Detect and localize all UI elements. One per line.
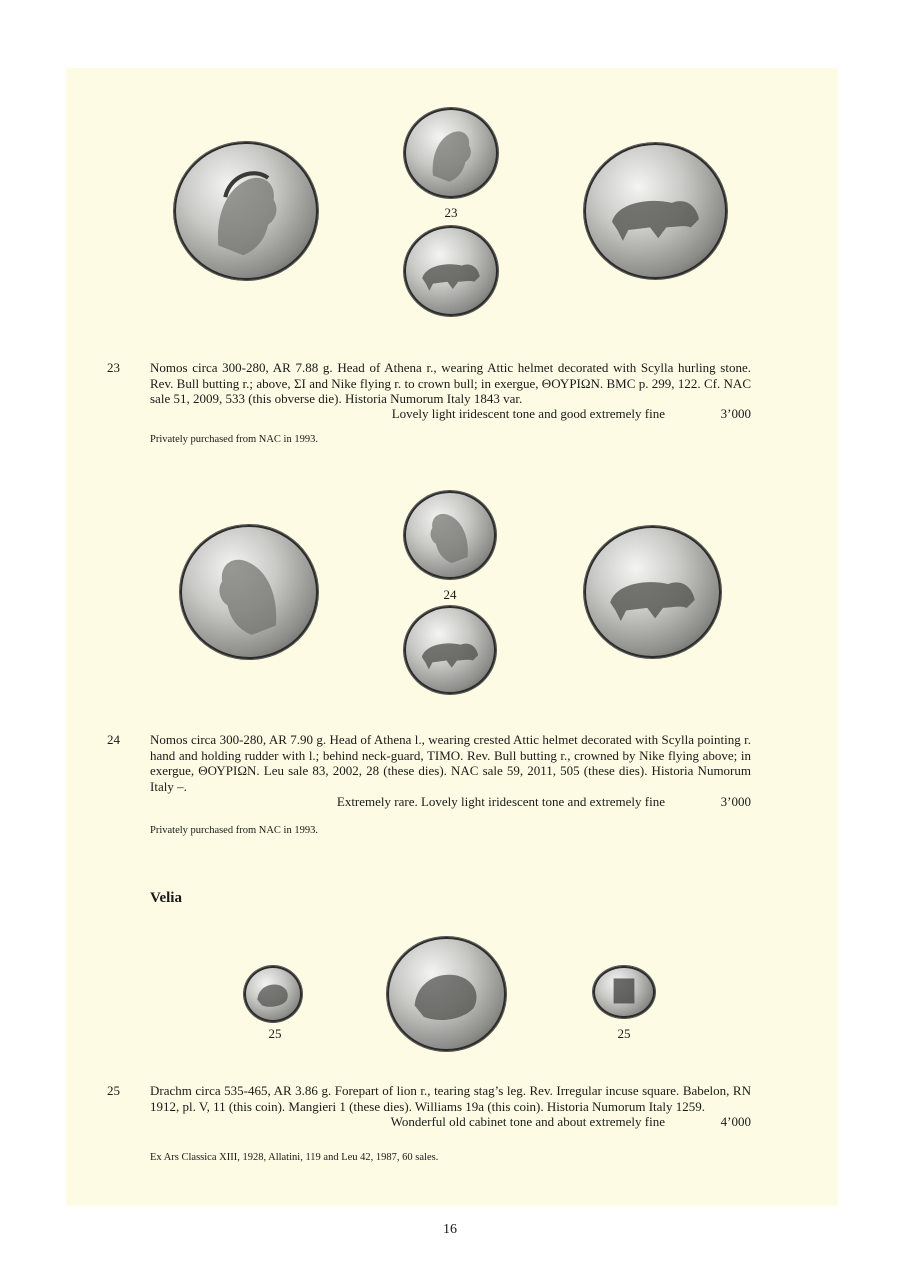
athena-head-right-icon	[174, 142, 318, 280]
lot-23-estimate: 3’000	[720, 406, 751, 421]
lot-24-grade: Extremely rare. Lovely light iridescent tone and extremely fine	[336, 794, 665, 809]
lot-25-number: 25	[107, 1083, 120, 1098]
lot-23-number: 23	[107, 360, 120, 375]
coin-23-reverse-large	[584, 143, 727, 279]
lot-25-estimate: 4’000	[720, 1114, 751, 1129]
incuse-square-icon	[593, 966, 655, 1018]
lot-24-number: 24	[107, 732, 120, 747]
lion-forepart-icon	[244, 966, 302, 1022]
lot-25-image-label-right: 25	[617, 1026, 631, 1041]
bull-butting-icon	[404, 226, 498, 316]
lot-25-description-text: Drachm circa 535-465, AR 3.86 g. Forepart of lion r., tearing stag’s leg. Rev. Irregular incuse square. Babelon, RN 1912, pl. V, 11 (this coin). Mangieri 1 (these dies). Williams 19a (this coin). Historia Numorum Italy 1259.	[150, 1083, 751, 1114]
section-title-velia: Velia	[150, 890, 182, 906]
lot-24-provenance: Privately purchased from NAC in 1993.	[150, 825, 318, 836]
page-number: 16	[443, 1222, 457, 1237]
athena-head-left-icon	[180, 525, 318, 659]
bull-butting-icon	[404, 606, 496, 694]
lot-25-image-label-left: 25	[268, 1026, 282, 1041]
coin-24-obverse-large	[180, 525, 318, 659]
coin-25-obverse-large	[387, 937, 506, 1051]
lot-25-provenance: Ex Ars Classica XIII, 1928, Allatini, 119 and Leu 42, 1987, 60 sales.	[150, 1152, 439, 1163]
lot-24-description	[150, 732, 751, 794]
coin-25-reverse-small	[593, 966, 655, 1018]
bull-butting-icon	[584, 526, 721, 658]
bull-butting-icon	[584, 143, 727, 279]
coin-24-reverse-large	[584, 526, 721, 658]
lot-23-description	[150, 360, 751, 407]
coin-24-obverse-small	[404, 491, 496, 579]
lot-23-grade: Lovely light iridescent tone and good extremely fine	[391, 406, 665, 421]
lion-forepart-icon	[387, 937, 506, 1051]
lot-25-description	[150, 1083, 751, 1114]
athena-head-right-icon	[404, 108, 498, 198]
lot-23-provenance: Privately purchased from NAC in 1993.	[150, 434, 318, 445]
coin-24-reverse-small	[404, 606, 496, 694]
lot-25-grade: Wonderful old cabinet tone and about extremely fine	[390, 1114, 665, 1129]
coin-23-obverse-large	[174, 142, 318, 280]
lot-24-description-text: Nomos circa 300-280, AR 7.90 g. Head of Athena l., wearing crested Attic helmet decorated with Scylla pointing r. hand and holding rudder with l.; behind neck-guard, TIMO. Rev. Bull butting r., crowned by Nike flying above; in exergue, ΘΟΥΡΙΩΝ. Leu sale 83, 2002, 28 (these dies). NAC sale 59, 2011, 505 (these dies). Historia Numorum Italy –.	[150, 732, 751, 794]
athena-head-left-icon	[404, 491, 496, 579]
lot-24-image-label: 24	[443, 587, 457, 602]
coin-25-obverse-small	[244, 966, 302, 1022]
lot-24-estimate: 3’000	[720, 794, 751, 809]
coin-23-reverse-small	[404, 226, 498, 316]
coin-23-obverse-small	[404, 108, 498, 198]
lot-23-image-label: 23	[444, 205, 458, 220]
lot-23-description-text: Nomos circa 300-280, AR 7.88 g. Head of Athena r., wearing Attic helmet decorated with Scylla hurling stone. Rev. Bull butting r.; above, ΣΙ and Nike flying r. to crown bull; in exergue, ΘΟΥΡΙΩΝ. BMC p. 299, 122. Cf. NAC sale 51, 2009, 533 (this obverse die). Historia Numorum Italy 1843 var.	[150, 360, 751, 406]
